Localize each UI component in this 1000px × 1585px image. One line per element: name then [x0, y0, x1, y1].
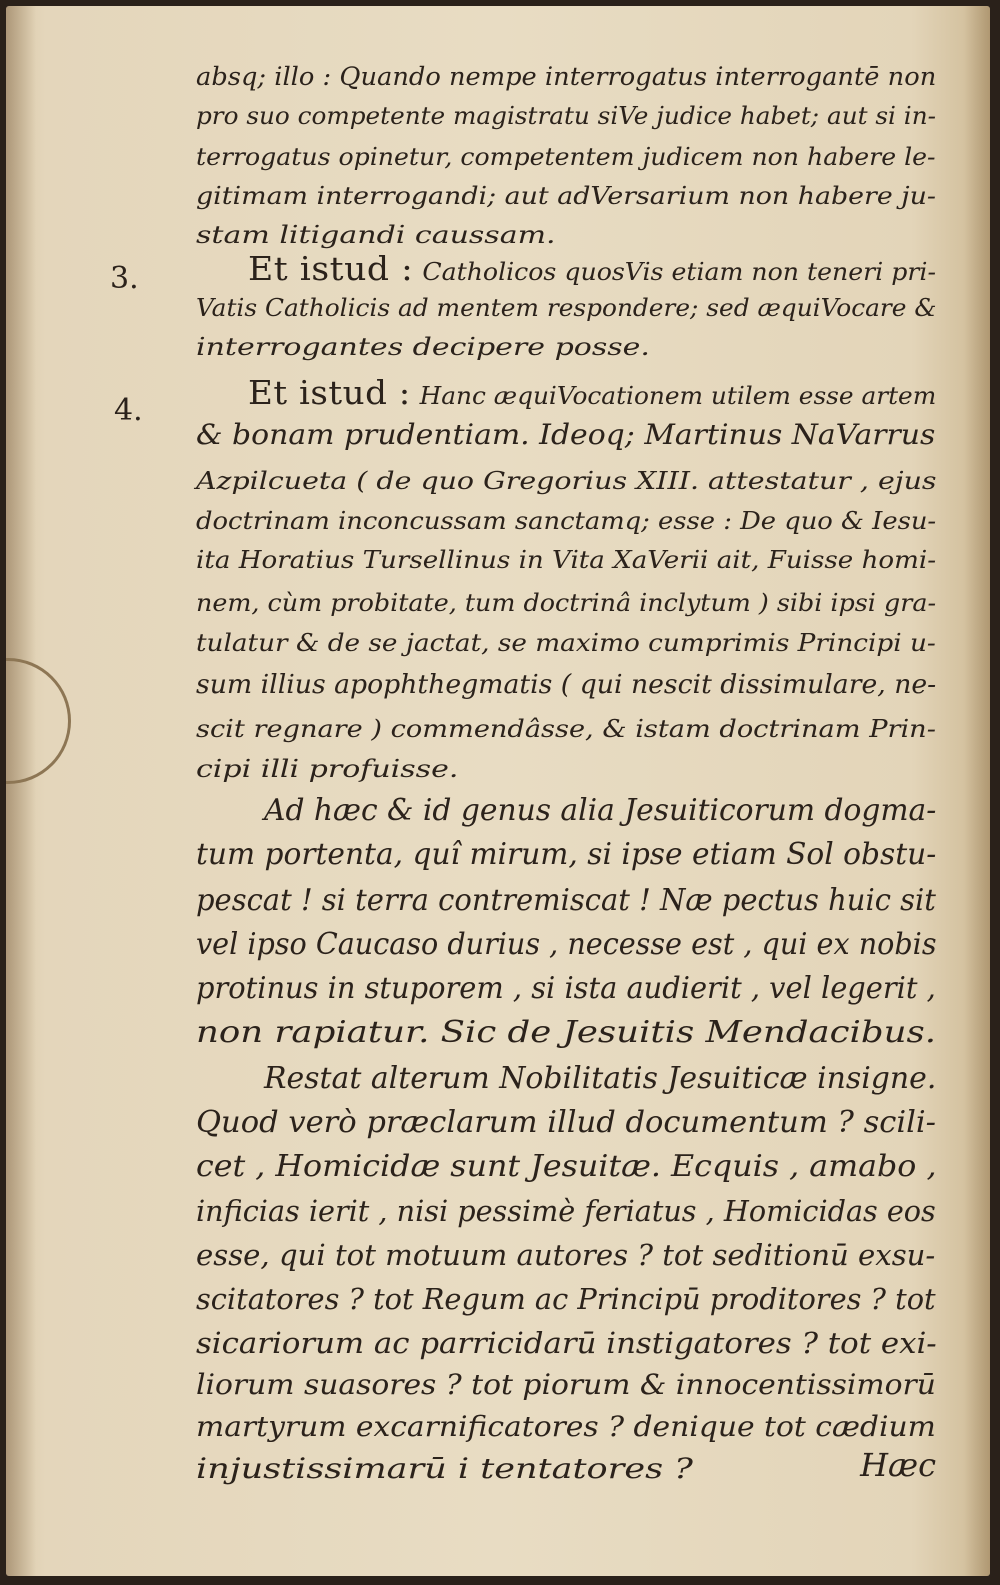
text-line: Catholicos quosVis etiam non teneri pri- — [422, 258, 936, 286]
lead-words: Et istud : — [248, 373, 411, 412]
text-line: terrogatus opinetur, competentem judicem non habere le- — [196, 143, 936, 171]
text-line: vel ipso Caucaso durius , necesse est , qui ex nobis — [196, 927, 937, 962]
text-line: non rapiatur. Sic de Jesuitis Mendacibus. — [196, 1015, 937, 1050]
text-line: stam litigandi caussam. — [196, 221, 556, 249]
text-line: Ad hæc & id genus alia Jesuiticorum dogma- — [264, 793, 937, 828]
text-line: sum illius apophthegmatis ( qui nescit dissimulare, ne- — [196, 670, 937, 700]
item-3-line — [248, 249, 936, 289]
text-line: tulatur & de se jactat, se maximo cumprimis Principi u- — [196, 629, 936, 657]
text-line: injustissimarū i tentatores ? — [196, 1452, 693, 1485]
text-line: martyrum excarnificatores ? denique tot cædium — [196, 1410, 936, 1443]
clasp-strap — [6, 658, 71, 784]
text-line: tum portenta, quî mirum, si ipse etiam Sol obstu- — [196, 837, 937, 872]
text-line: liorum suasores ? tot piorum & innocentissimorū — [196, 1368, 936, 1401]
text-line: ita Horatius Tursellinus in Vita XaVerii ait, Fuisse homi- — [196, 546, 937, 574]
margin-number-3: 3. — [110, 261, 139, 296]
lead-words: Et istud : — [248, 249, 414, 288]
page-edge-shadow — [964, 6, 990, 1576]
text-line: inficias ierit , nisi pessimè feriatus , Homicidas eos — [196, 1194, 936, 1228]
text-line: Azpilcueta ( de quo Gregorius XIII. attestatur , ejus — [196, 467, 937, 495]
catchword: Hæc — [860, 1446, 936, 1484]
text-line: cet , Homicidæ sunt Jesuitæ. Ecquis , amabo , — [196, 1149, 937, 1184]
text-line: pro suo competente magistratu siVe judice habet; aut si in- — [196, 102, 936, 130]
text-line: gitimam interrogandi; aut adVersarium non habere ju- — [196, 182, 936, 210]
book-page — [6, 6, 990, 1576]
text-line: scitatores ? tot Regum ac Principū proditores ? tot — [196, 1282, 936, 1316]
text-line: Vatis Catholicis ad mentem respondere; sed æquiVocare & — [196, 294, 937, 322]
gutter-shadow — [6, 6, 36, 1576]
margin-number-4: 4. — [114, 393, 143, 428]
text-line: esse, qui tot motuum autores ? tot seditionū exsu- — [196, 1238, 936, 1272]
text-line: absq; illo : Quando nempe interrogatus interrogantē non — [196, 62, 937, 91]
text-line: doctrinam inconcussam sanctamq; esse : De quo & Iesu- — [196, 507, 937, 535]
text-line: Hanc æquiVocationem utilem esse artem — [419, 382, 937, 410]
text-line: cipi illi profuisse. — [196, 755, 459, 783]
text-line: interrogantes decipere posse. — [196, 333, 650, 361]
text-line: sicariorum ac parricidarū instigatores ? tot exi- — [196, 1326, 937, 1360]
text-line: scit regnare ) commendâsse, & istam doctrinam Prin- — [196, 715, 936, 743]
text-line: nem, cùm probitate, tum doctrinâ inclytum ) sibi ipsi gra- — [196, 589, 937, 617]
text-line: pescat ! si terra contremiscat ! Næ pectus huic sit — [196, 883, 936, 918]
item-4-line — [248, 373, 937, 413]
text-line: Restat alterum Nobilitatis Jesuiticæ insigne. — [264, 1061, 937, 1096]
text-line: protinus in stuporem , si ista audierit , vel legerit , — [196, 971, 936, 1006]
text-line: & bonam prudentiam. Ideoq; Martinus NaVarrus — [196, 418, 936, 451]
text-line: Quod verò præclarum illud documentum ? scili- — [196, 1105, 936, 1140]
